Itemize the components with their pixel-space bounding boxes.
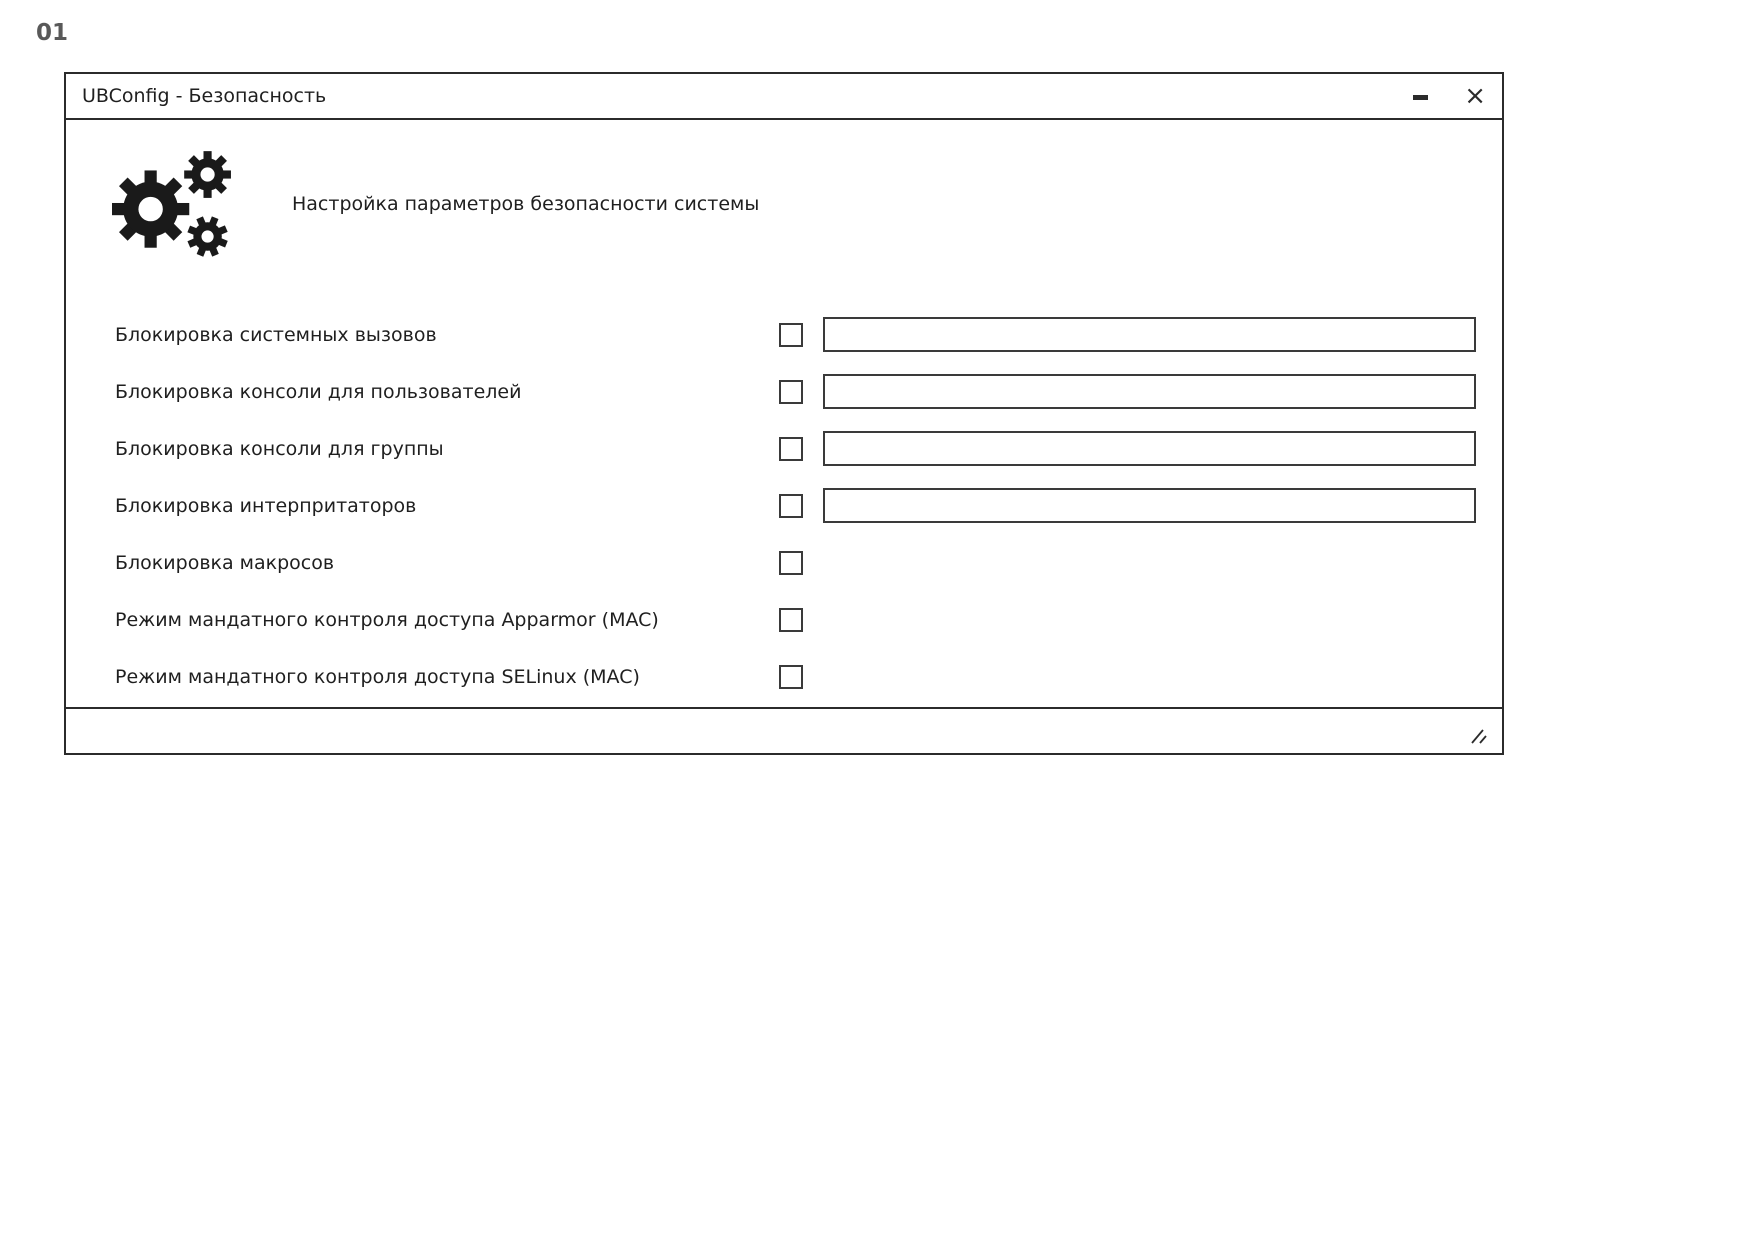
security-settings-form xyxy=(66,306,1502,705)
apparmor-mac-checkbox[interactable] xyxy=(779,608,803,632)
close-button[interactable]: × xyxy=(1464,81,1486,111)
apparmor-mac-label: Режим мандатного контроля доступа Apparmor (MAC) xyxy=(115,608,659,631)
header-row xyxy=(66,148,1502,260)
row-apparmor-mac xyxy=(66,591,1502,648)
user-console-lock-checkbox[interactable] xyxy=(779,380,803,404)
row-macros-lock xyxy=(66,534,1502,591)
row-group-console-lock xyxy=(66,420,1502,477)
window-title: UBConfig - Безопасность xyxy=(82,85,327,107)
minimize-button[interactable] xyxy=(1412,83,1430,109)
selinux-mac-label: Режим мандатного контроля доступа SELinux (MAC) xyxy=(115,665,640,688)
selinux-mac-checkbox[interactable] xyxy=(779,665,803,689)
row-interpreters-lock xyxy=(66,477,1502,534)
group-console-lock-label: Блокировка консоли для группы xyxy=(115,437,444,460)
interpreters-lock-checkbox[interactable] xyxy=(779,494,803,518)
interpreters-lock-input[interactable] xyxy=(823,488,1476,523)
ubconfig-security-window xyxy=(64,72,1504,755)
group-console-lock-input[interactable] xyxy=(823,431,1476,466)
resize-grip-icon[interactable] xyxy=(1468,727,1490,745)
group-console-lock-checkbox[interactable] xyxy=(779,437,803,461)
slide-number: 01 xyxy=(36,20,69,46)
macros-lock-checkbox[interactable] xyxy=(779,551,803,575)
window-content xyxy=(66,120,1502,707)
window-statusbar xyxy=(66,707,1502,753)
interpreters-lock-label: Блокировка интерпритаторов xyxy=(115,494,417,517)
window-titlebar[interactable] xyxy=(66,74,1502,120)
row-syscalls-lock xyxy=(66,306,1502,363)
row-selinux-mac xyxy=(66,648,1502,705)
syscalls-lock-checkbox[interactable] xyxy=(779,323,803,347)
gears-icon xyxy=(112,150,234,258)
user-console-lock-label: Блокировка консоли для пользователей xyxy=(115,380,522,403)
syscalls-lock-input[interactable] xyxy=(823,317,1476,352)
window-controls xyxy=(1412,83,1486,109)
row-user-console-lock xyxy=(66,363,1502,420)
syscalls-lock-label: Блокировка системных вызовов xyxy=(115,323,437,346)
macros-lock-label: Блокировка макросов xyxy=(115,551,335,574)
user-console-lock-input[interactable] xyxy=(823,374,1476,409)
security-settings-description: Настройка параметров безопасности системы xyxy=(292,193,760,215)
